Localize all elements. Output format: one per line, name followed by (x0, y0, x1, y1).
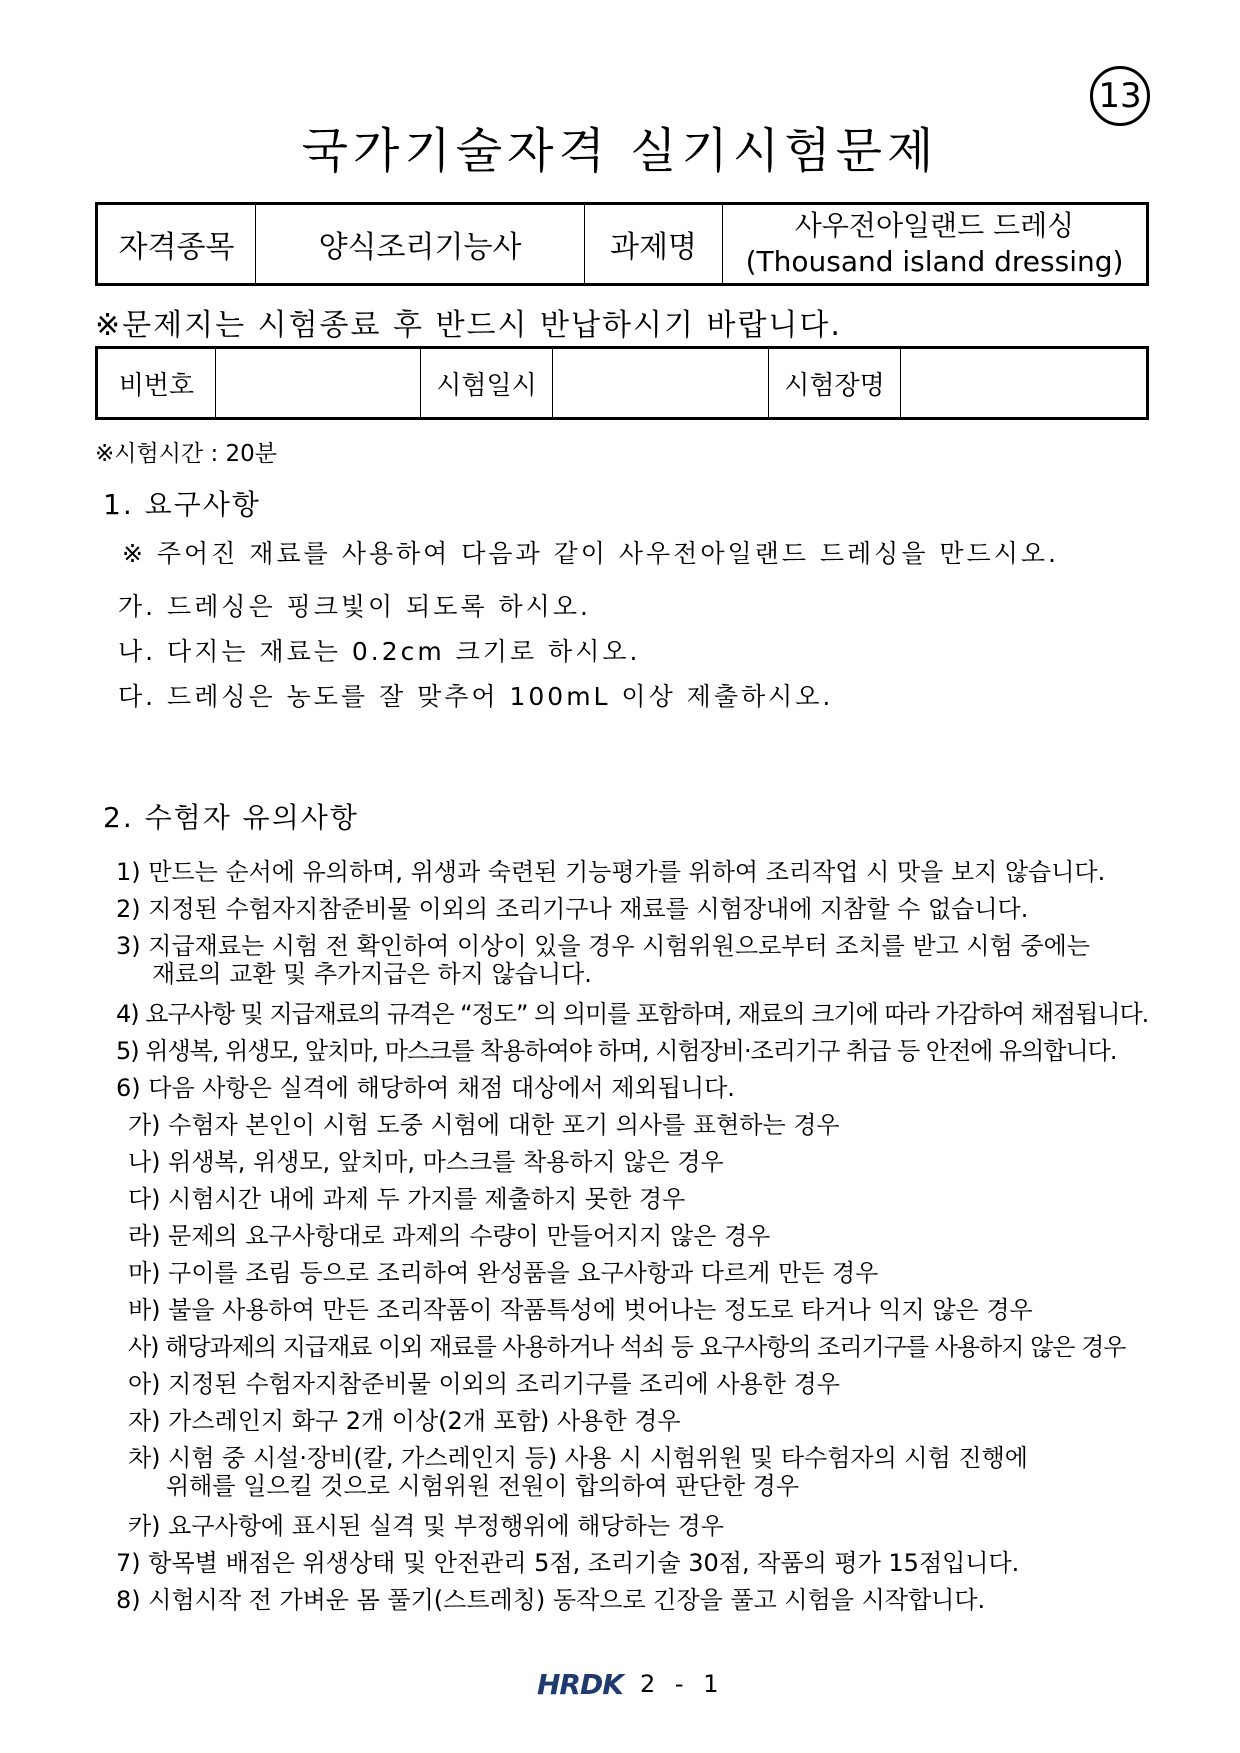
exam-venue-field[interactable] (901, 348, 1148, 419)
precaution-line: 6) 다음 사항은 실격에 해당하여 채점 대상에서 제외됩니다. (116, 1074, 735, 1102)
disqualification-item: 아) 지정된 수험자지참준비물 이외의 조리기구를 조리에 사용한 경우 (128, 1370, 840, 1398)
precaution-line: 2) 지정된 수험자지참준비물 이외의 조리기구나 재료를 시험장내에 지참할 수 없습니다. (116, 895, 1029, 923)
requirement-item: 다. 드레싱은 농도를 잘 맞추어 100mL 이상 제출하시오. (118, 682, 834, 711)
hrdk-logo: HRDK (537, 1668, 623, 1701)
requirements-intro: ※ 주어진 재료를 사용하여 다음과 같이 사우전아일랜드 드레싱을 만드시오. (122, 539, 1059, 568)
precaution-line: 5) 위생복, 위생모, 앞치마, 마스크를 착용하여야 하며, 시험장비·조리기구 취급 등 안전에 유의합니다. (116, 1037, 1117, 1065)
precaution-line: 3) 지급재료는 시험 전 확인하여 이상이 있을 경우 시험위원으로부터 조치를 받고 시험 중에는 (116, 932, 1090, 960)
qualification-value: 양식조리기능사 (256, 204, 585, 285)
exam-time: ※시험시간 : 20분 (95, 441, 277, 467)
secret-number-label: 비번호 (97, 348, 216, 419)
task-value-english: (Thousand island dressing) (745, 245, 1124, 278)
disqualification-item: 라) 문제의 요구사항대로 과제의 수량이 만들어지지 않은 경우 (128, 1222, 771, 1250)
qualification-info-table (95, 202, 1149, 286)
page-number: 2 - 1 (640, 1670, 725, 1698)
secret-number-field[interactable] (216, 348, 421, 419)
disqualification-item: 자) 가스레인지 화구 2개 이상(2개 포함) 사용한 경우 (128, 1407, 681, 1435)
exam-info-table (95, 346, 1149, 420)
precaution-line: 4) 요구사항 및 지급재료의 규격은 “정도” 의 의미를 포함하며, 재료의 크기에 따라 가감하여 채점됩니다. (116, 1000, 1149, 1028)
qualification-label: 자격종목 (97, 204, 256, 285)
requirement-item: 나. 다지는 재료는 0.2cm 크기로 하시오. (118, 637, 641, 666)
exam-date-label: 시험일시 (421, 348, 553, 419)
precaution-line: 7) 항목별 배점은 위생상태 및 안전관리 5점, 조리기술 30점, 작품의 평가 15점입니다. (116, 1549, 1020, 1577)
document-title: 국가기술자격 실기시험문제 (301, 123, 939, 179)
disqualification-item: 마) 구이를 조림 등으로 조리하여 완성품을 요구사항과 다르게 만든 경우 (128, 1259, 879, 1287)
requirements-heading: 1. 요구사항 (103, 488, 261, 521)
requirement-item: 가. 드레싱은 핑크빛이 되도록 하시오. (118, 592, 591, 621)
problem-number: 13 (1098, 76, 1142, 116)
disqualification-item: 카) 요구사항에 표시된 실격 및 부정행위에 해당하는 경우 (128, 1512, 724, 1540)
precaution-line: 재료의 교환 및 추가지급은 하지 않습니다. (152, 960, 592, 988)
exam-venue-label: 시험장명 (769, 348, 901, 419)
disqualification-item: 나) 위생복, 위생모, 앞치마, 마스크를 착용하지 않은 경우 (128, 1148, 724, 1176)
disqualification-item: 위해를 일으킬 것으로 시험위원 전원이 합의하여 판단한 경우 (166, 1472, 800, 1500)
task-value-korean: 사우전아일랜드 드레싱 (794, 209, 1075, 242)
disqualification-item: 가) 수험자 본인이 시험 도중 시험에 대한 포기 의사를 표현하는 경우 (128, 1111, 840, 1139)
precaution-line: 8) 시험시작 전 가벼운 몸 풀기(스트레칭) 동작으로 긴장을 풀고 시험을 시작합니다. (116, 1586, 986, 1614)
task-label: 과제명 (585, 204, 723, 285)
disqualification-item: 다) 시험시간 내에 과제 두 가지를 제출하지 못한 경우 (128, 1185, 686, 1213)
disqualification-item: 바) 불을 사용하여 만든 조리작품이 작품특성에 벗어나는 정도로 타거나 익지 않은 경우 (128, 1296, 1033, 1324)
task-value (723, 204, 1148, 285)
precautions-heading: 2. 수험자 유의사항 (103, 801, 359, 834)
return-notice: ※문제지는 시험종료 후 반드시 반납하시기 바랍니다. (95, 308, 842, 343)
disqualification-item: 사) 해당과제의 지급재료 이외 재료를 사용하거나 석쇠 등 요구사항의 조리기구를 사용하지 않은 경우 (128, 1333, 1126, 1361)
exam-date-field[interactable] (553, 348, 769, 419)
precaution-line: 1) 만드는 순서에 유의하며, 위생과 숙련된 기능평가를 위하여 조리작업 시 맛을 보지 않습니다. (116, 858, 1106, 886)
disqualification-item: 차) 시험 중 시설·장비(칼, 가스레인지 등) 사용 시 시험위원 및 타수험자의 시험 진행에 (128, 1444, 1028, 1472)
